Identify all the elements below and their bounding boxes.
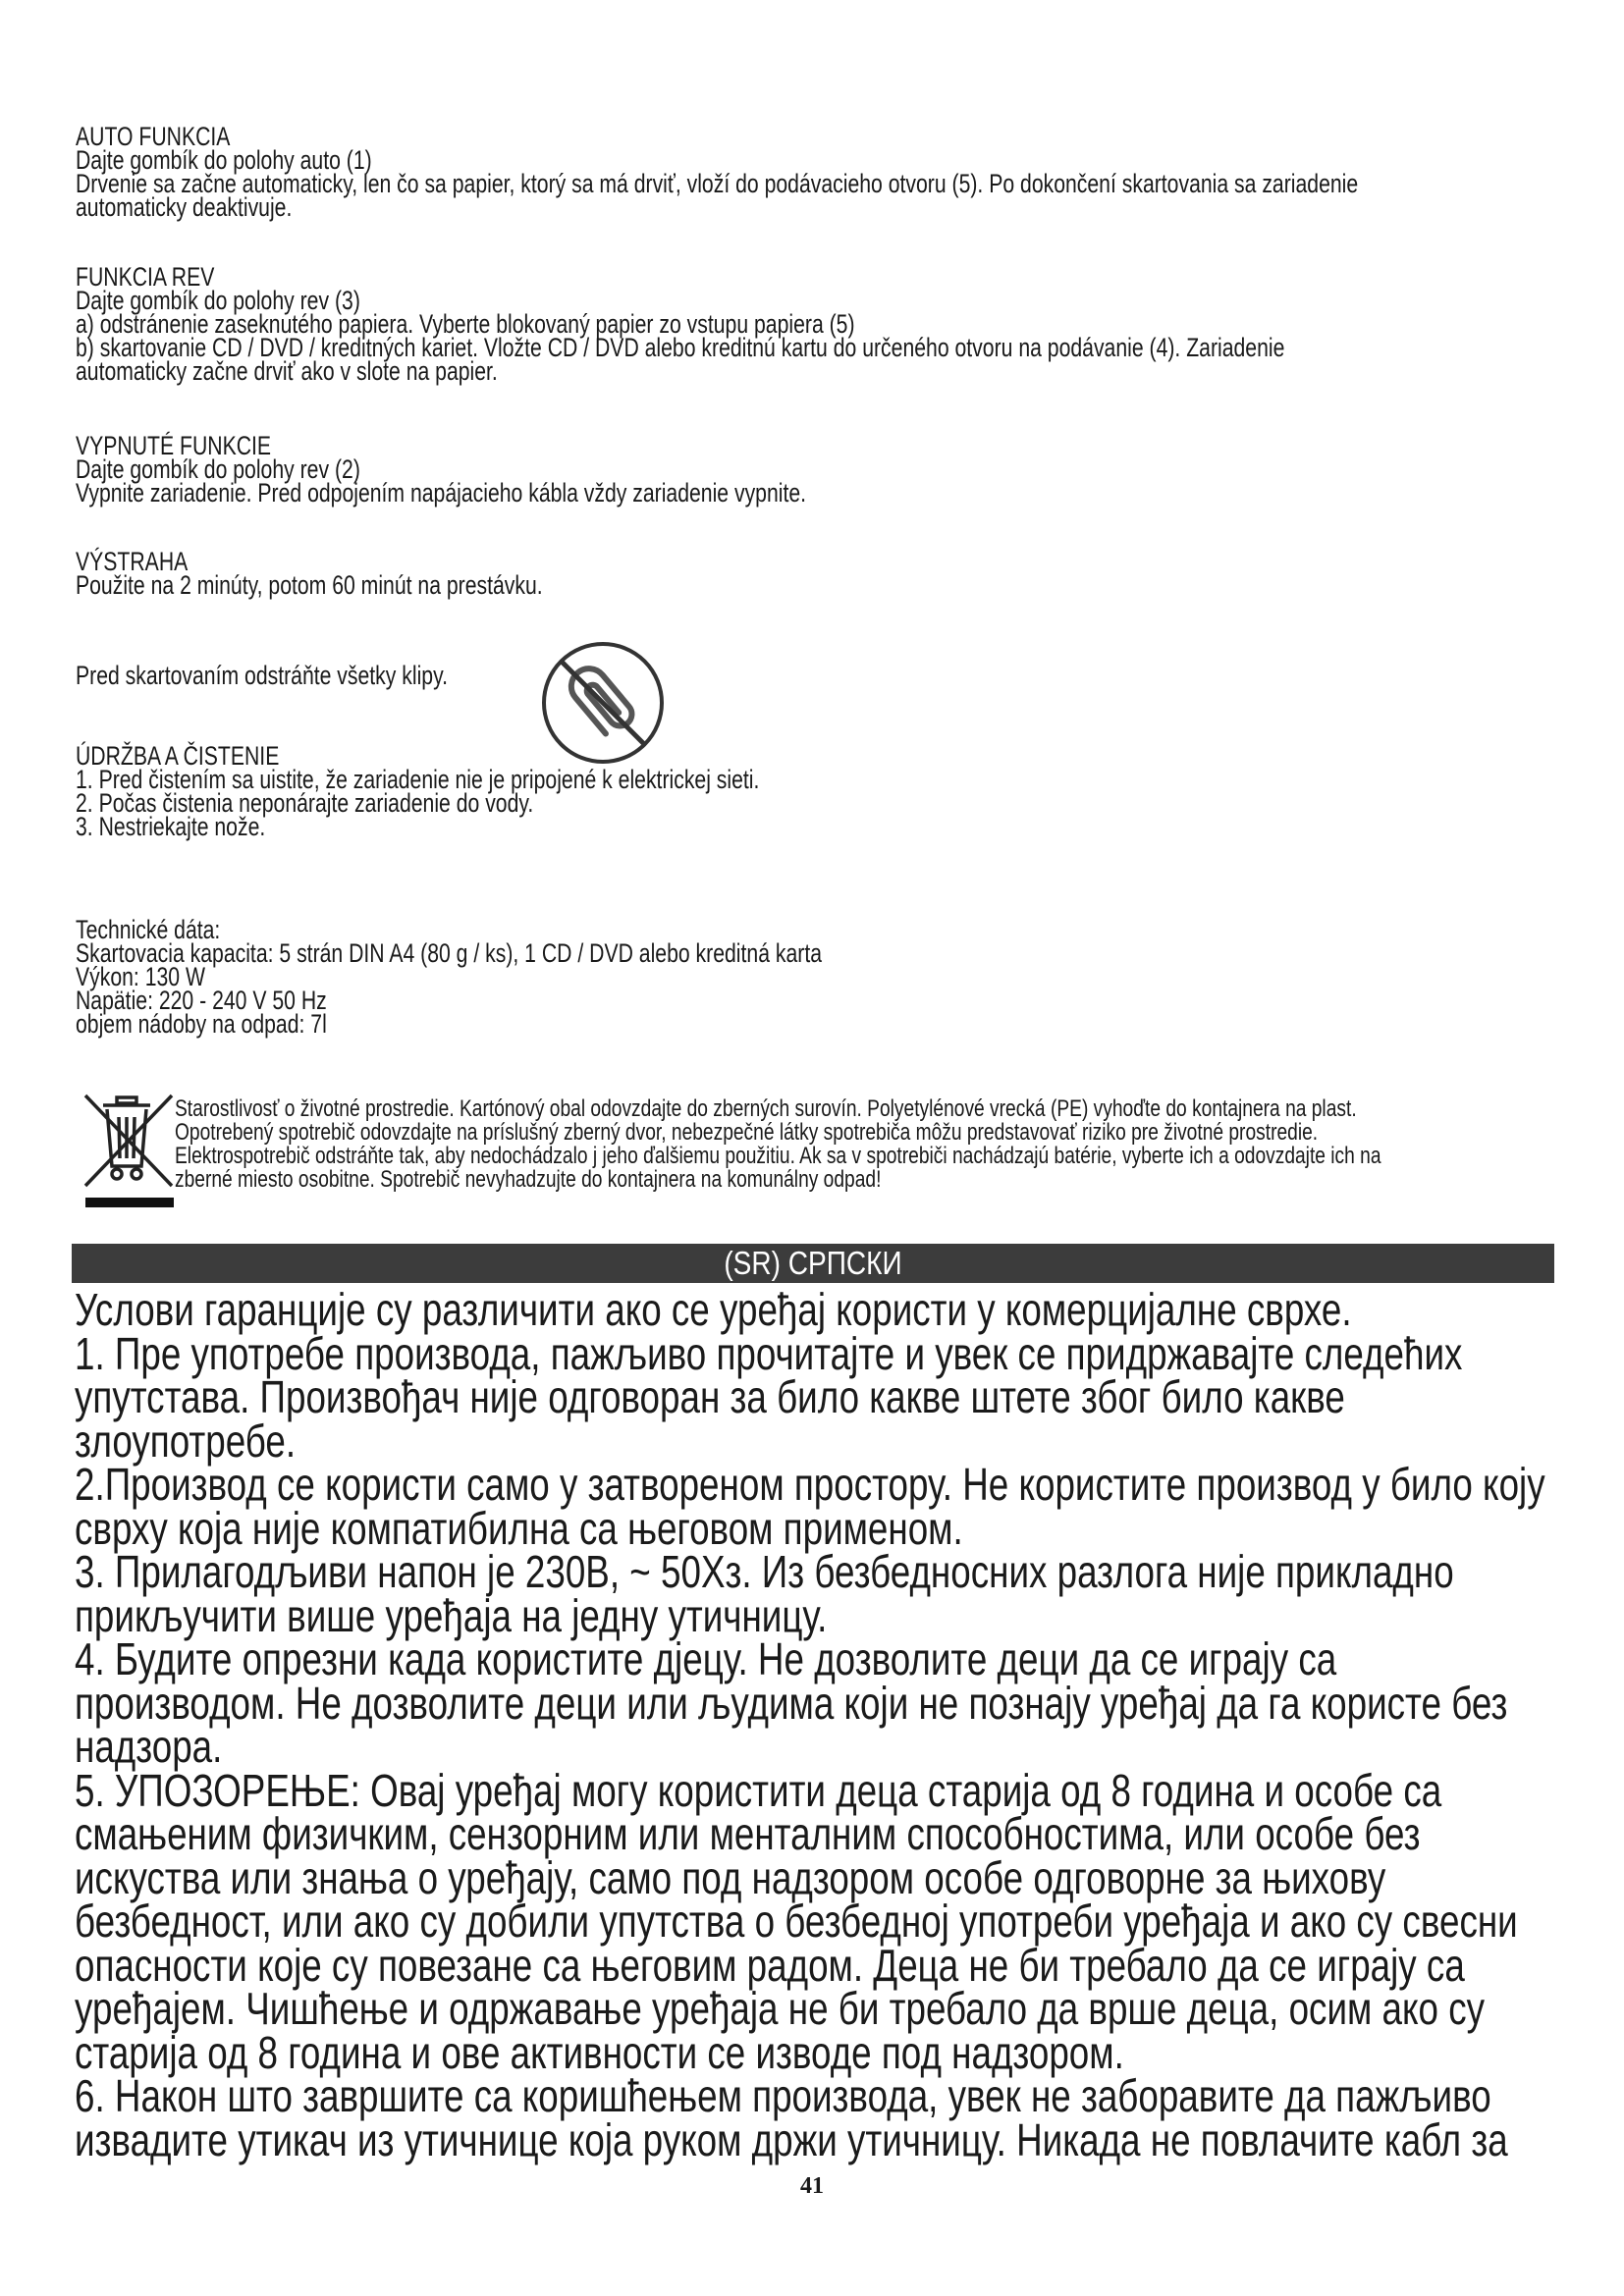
sr-line: 1. Пре употребе производа, пажљиво прочитајте и увек се придржавајте следећих <box>75 1327 1463 1379</box>
sk-maintenance-section <box>76 741 931 841</box>
sk-tech-heading: Technické dáta: <box>76 915 221 944</box>
sk-off-heading: VYPNUTÉ FUNKCIE <box>76 431 272 460</box>
sk-off-line: Vypnite zariadenie. Pred odpojením napájacieho kábla vždy zariadenie vypnite. <box>76 478 807 507</box>
sk-clips-text <box>76 661 541 690</box>
sr-line: безбедност, или ако су добили упутства о безбедној употреби уређаја и ако су свесни <box>75 1896 1518 1947</box>
sk-auto-section <box>76 122 1624 222</box>
sk-off-line: Dajte gombík do polohy rev (2) <box>76 454 360 484</box>
sk-rev-heading: FUNKCIA REV <box>76 262 215 292</box>
sr-line: 2.Производ се користи само у затвореном простору. Не користите производ у било коју <box>75 1459 1545 1510</box>
sk-tech-line: objem nádoby na odpad: 7l <box>76 1009 327 1039</box>
sk-rev-line: automaticky začne drviť ako v slote na papier. <box>76 356 498 386</box>
sr-line: смањеним физичким, сензорним или менталним способностима, или особе без <box>75 1808 1421 1859</box>
page-number: 41 <box>800 2173 824 2199</box>
sr-line: опасности које су повезане са његовим радом. Деца не би требало да се играју са <box>75 1939 1465 1991</box>
sk-auto-heading: AUTO FUNKCIA <box>76 122 231 151</box>
sr-section-header <box>72 1244 1554 1283</box>
sr-body <box>75 1284 1624 2165</box>
sk-warning-section <box>76 547 660 600</box>
sr-line: 4. Будите опрезни када користите дјецу. Не дозволите деци да се играју са <box>75 1633 1337 1684</box>
sr-line: искуства или знања о уређају, само под надзором особе одговорне за њихову <box>75 1851 1386 1903</box>
weee-crossed-bin-icon <box>80 1090 178 1211</box>
sk-auto-line: Drvenie sa začne automaticky, len čo sa papier, ktorý sa má drviť, vloží do podávacieho otvoru (5). Po dokončení skartovania sa zariadenie <box>76 169 1359 198</box>
sr-line: 5. УПОЗОРЕЊЕ: Овај уређај могу користити деца старија од 8 година и особе са <box>75 1764 1442 1816</box>
sk-maintenance-heading: ÚDRŽBA A ČISTENIE <box>76 741 280 771</box>
sr-line: уређајем. Чишћење и одржавање уређаја не би требало да врше деца, осим ако су <box>75 1983 1486 2034</box>
sk-clips-line: Pred skartovaním odstráňte všetky klipy. <box>76 661 449 690</box>
sr-line: старија од 8 година и ове активности се изводе под надзором. <box>75 2026 1124 2078</box>
sr-line: производом. Не дозволите деци или људима који не познају уређај да га користе без <box>75 1677 1508 1729</box>
sr-line: злоупотребе. <box>75 1415 297 1467</box>
sr-line: упутстава. Произвођач није одговоран за било какве штете због било какве <box>75 1371 1345 1422</box>
sk-tech-line: Napätie: 220 - 240 V 50 Hz <box>76 986 327 1015</box>
sk-auto-line: automaticky deaktivuje. <box>76 192 293 222</box>
sk-maintenance-line: 3. Nestriekajte nože. <box>76 812 266 841</box>
sk-env-line: zberné miesto osobitne. Spotrebič nevyhadzujte do kontajnera na komunálny odpad! <box>175 1166 882 1193</box>
sk-env-line: Starostlivosť o životné prostredie. Kartónový obal odovzdajte do zberných surovín. Polyetylénové vrecká (PE) vyhoďte do kontajnera na plast. <box>175 1095 1357 1122</box>
sr-line: надзора. <box>75 1721 223 1772</box>
sr-line: 6. Након што завршите са коришћењем производа, увек не заборавите да пажљиво <box>75 2070 1491 2121</box>
sk-rev-line: a) odstránenie zaseknutého papiera. Vyberte blokovaný papier zo vstupu papiera (5) <box>76 309 855 339</box>
sk-maintenance-line: 1. Pred čistením sa uistite, že zariadenie nie je pripojené k elektrickej sieti. <box>76 765 760 794</box>
sr-section-title: (SR) СРПСКИ <box>724 1245 902 1281</box>
sk-tech-section <box>76 915 1008 1039</box>
sk-rev-line: Dajte gombík do polohy rev (3) <box>76 286 360 315</box>
sk-tech-line: Výkon: 130 W <box>76 962 205 991</box>
sk-warning-line: Použite na 2 minúty, potom 60 minút na prestávku. <box>76 570 543 600</box>
sk-environment-notice <box>175 1097 1624 1192</box>
sk-env-line: Elektrospotrebič odstráňte tak, aby nedochádzalo j jeho ďalšiemu použitiu. Ak sa v spotrebiči nachádzajú batérie, vyberte ich a odovzdajte ich na <box>175 1143 1381 1169</box>
sk-maintenance-line: 2. Počas čistenia neponárajte zariadenie do vody. <box>76 788 534 818</box>
sk-tech-line: Skartovacia kapacita: 5 strán DIN A4 (80 g / ks), 1 CD / DVD alebo kreditná karta <box>76 938 823 968</box>
sk-rev-line: b) skartovanie CD / DVD / kreditných kariet. Vložte CD / DVD alebo kreditnú kartu do určeného otvoru na podávanie (4). Zariadenie <box>76 333 1285 362</box>
sk-warning-heading: VÝSTRAHA <box>76 547 189 576</box>
sr-line: 3. Прилагодљиви напон је 230В, ~ 50Хз. Из безбедносних разлога није прикладно <box>75 1546 1454 1597</box>
sk-rev-section <box>76 262 1587 386</box>
sr-line: Услови гаранције су различити ако се уређај користи у комерцијалне сврхе. <box>75 1284 1352 1335</box>
sr-line: извадите утикач из утичнице која руком држи утичницу. Никада не повлачите кабл за <box>75 2113 1508 2165</box>
sr-line: прикључити више уређаја на једну утичницу. <box>75 1589 828 1641</box>
sk-env-line: Opotrebený spotrebič odovzdajte na príslušný zberný dvor, nebezpečné látky spotrebiča môžu predstavovať riziko pre životné prostredie. <box>175 1119 1319 1146</box>
sk-auto-line: Dajte gombík do polohy auto (1) <box>76 145 372 175</box>
sr-line: сврху која није компатибилна са његовом применом. <box>75 1502 963 1554</box>
sk-off-section <box>76 431 989 507</box>
